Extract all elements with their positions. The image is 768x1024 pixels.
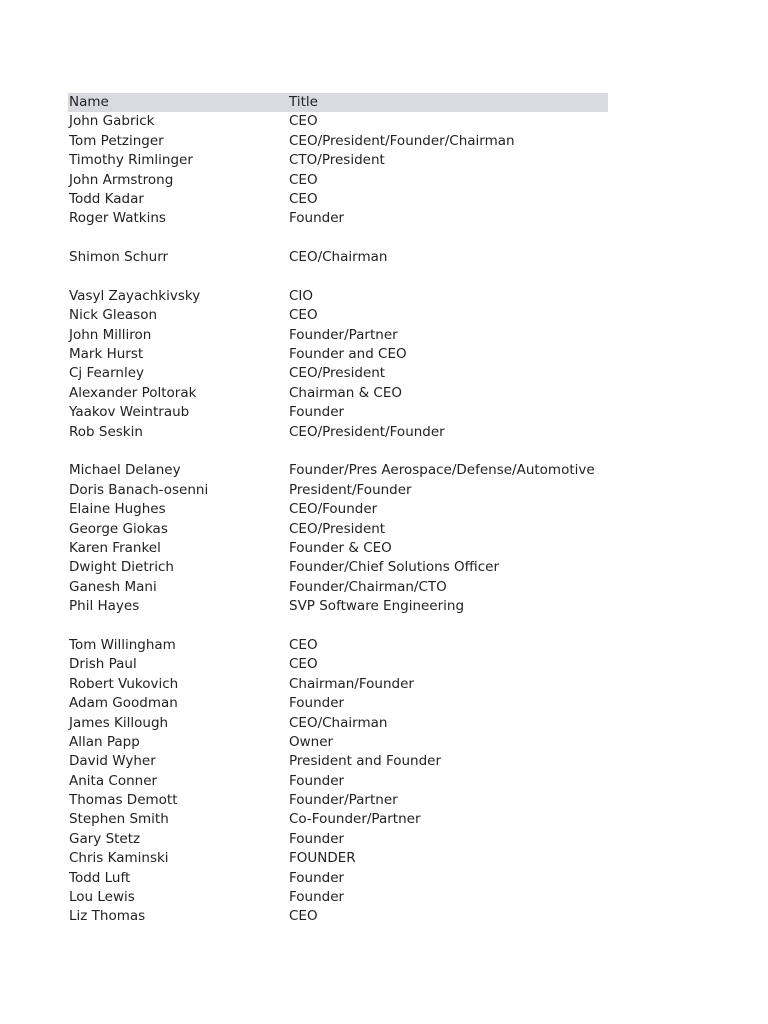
table-row bbox=[68, 112, 608, 131]
table-row bbox=[68, 558, 608, 577]
title-cell: Founder/Partner bbox=[289, 326, 398, 343]
table-row bbox=[68, 888, 608, 907]
name-cell: Vasyl Zayachkivsky bbox=[69, 287, 201, 304]
table-row bbox=[68, 287, 608, 306]
table-header-row bbox=[68, 93, 608, 112]
name-cell bbox=[68, 617, 289, 636]
table-row bbox=[68, 578, 608, 597]
table-row bbox=[68, 326, 608, 345]
table-row bbox=[68, 384, 608, 403]
table-row bbox=[68, 539, 608, 558]
table-row bbox=[68, 442, 608, 461]
table-row bbox=[68, 636, 608, 655]
table-row bbox=[68, 849, 608, 868]
name-cell: Adam Goodman bbox=[69, 695, 178, 712]
table-row bbox=[68, 694, 608, 713]
table-row bbox=[68, 248, 608, 267]
name-cell: Thomas Demott bbox=[69, 792, 178, 809]
title-cell: CEO/Chairman bbox=[289, 249, 388, 266]
table-row bbox=[68, 268, 608, 287]
title-cell: CEO/President bbox=[289, 365, 386, 382]
name-cell: Alexander Poltorak bbox=[69, 384, 197, 401]
name-cell: Liz Thomas bbox=[69, 908, 146, 925]
name-cell: Robert Vukovich bbox=[69, 675, 179, 692]
title-cell: President and Founder bbox=[289, 753, 442, 770]
title-cell: Chairman & CEO bbox=[289, 384, 402, 401]
table-row bbox=[68, 907, 608, 926]
name-cell: Cj Fearnley bbox=[69, 365, 144, 382]
name-cell: Todd Luft bbox=[69, 869, 131, 886]
name-cell: James Killough bbox=[69, 714, 169, 731]
title-cell: Owner bbox=[289, 733, 334, 750]
table-row bbox=[68, 830, 608, 849]
name-cell: Shimon Schurr bbox=[69, 249, 169, 266]
title-cell: SVP Software Engineering bbox=[289, 598, 465, 615]
table-row bbox=[68, 733, 608, 752]
title-cell: Chairman/Founder bbox=[289, 675, 414, 692]
title-cell: CEO bbox=[289, 307, 318, 324]
table-row bbox=[68, 869, 608, 888]
table-row bbox=[68, 229, 608, 248]
title-cell: CEO/President bbox=[289, 520, 386, 537]
title-cell: Founder bbox=[289, 889, 345, 906]
name-cell: Dwight Dietrich bbox=[69, 559, 174, 576]
name-cell: George Giokas bbox=[69, 520, 168, 537]
name-cell: Doris Banach-osenni bbox=[69, 481, 209, 498]
table-row bbox=[68, 461, 608, 480]
table-row bbox=[68, 364, 608, 383]
name-cell: Yaakov Weintraub bbox=[69, 404, 190, 421]
name-cell: Elaine Hughes bbox=[69, 501, 166, 518]
name-cell: Stephen Smith bbox=[69, 811, 169, 828]
table-row bbox=[68, 345, 608, 364]
title-cell: Founder/Partner bbox=[289, 792, 398, 809]
title-cell: Founder bbox=[289, 210, 345, 227]
title-cell: Founder bbox=[289, 772, 345, 789]
table-row bbox=[68, 791, 608, 810]
name-cell bbox=[68, 442, 289, 461]
name-cell: Ganesh Mani bbox=[69, 578, 157, 595]
title-cell bbox=[289, 442, 608, 461]
title-cell: CEO bbox=[289, 113, 318, 130]
name-cell bbox=[68, 268, 289, 287]
title-cell: Founder and CEO bbox=[289, 346, 407, 363]
table-row bbox=[68, 481, 608, 500]
name-cell: Tom Willingham bbox=[69, 636, 176, 653]
table-row bbox=[68, 772, 608, 791]
title-cell: CEO/President/Founder/Chairman bbox=[289, 132, 515, 149]
name-cell: Allan Papp bbox=[69, 733, 140, 750]
table-row bbox=[68, 403, 608, 422]
title-cell: CEO/Chairman bbox=[289, 714, 388, 731]
table-row bbox=[68, 500, 608, 519]
table-row bbox=[68, 423, 608, 442]
table-row bbox=[68, 714, 608, 733]
title-cell: Founder bbox=[289, 830, 345, 847]
name-cell: David Wyher bbox=[69, 753, 156, 770]
name-cell: John Milliron bbox=[69, 326, 152, 343]
name-cell: John Gabrick bbox=[69, 113, 155, 130]
title-cell: CEO bbox=[289, 171, 318, 188]
name-cell bbox=[68, 229, 289, 248]
title-cell: Founder bbox=[289, 695, 345, 712]
table-row bbox=[68, 171, 608, 190]
name-cell: Tom Petzinger bbox=[69, 132, 164, 149]
table-body bbox=[68, 112, 608, 926]
title-cell bbox=[289, 617, 608, 636]
title-cell: Founder/Chief Solutions Officer bbox=[289, 559, 499, 576]
name-cell: Roger Watkins bbox=[69, 210, 166, 227]
name-cell: Anita Conner bbox=[69, 772, 158, 789]
name-cell: Lou Lewis bbox=[69, 889, 135, 906]
table-row bbox=[68, 597, 608, 616]
name-cell: Timothy Rimlinger bbox=[69, 152, 193, 169]
name-cell: Drish Paul bbox=[69, 656, 137, 673]
title-cell: CEO bbox=[289, 636, 318, 653]
name-cell: Todd Kadar bbox=[69, 190, 144, 207]
table-row bbox=[68, 209, 608, 228]
title-cell: Founder bbox=[289, 869, 345, 886]
header-title: Title bbox=[289, 94, 318, 110]
title-cell: CEO bbox=[289, 656, 318, 673]
title-cell bbox=[289, 229, 608, 248]
title-cell: CEO/President/Founder bbox=[289, 423, 445, 440]
title-cell: CIO bbox=[289, 287, 314, 304]
table-row bbox=[68, 675, 608, 694]
header-name: Name bbox=[69, 94, 109, 110]
title-cell: CEO/Founder bbox=[289, 501, 378, 518]
title-cell: CEO bbox=[289, 190, 318, 207]
title-cell: President/Founder bbox=[289, 481, 412, 498]
name-cell: Gary Stetz bbox=[69, 830, 141, 847]
table-row bbox=[68, 190, 608, 209]
title-cell: CTO/President bbox=[289, 152, 385, 169]
title-cell: CEO bbox=[289, 908, 318, 925]
spreadsheet-table bbox=[68, 93, 608, 927]
name-cell: Phil Hayes bbox=[69, 598, 140, 615]
title-cell: FOUNDER bbox=[289, 850, 356, 867]
table-row bbox=[68, 655, 608, 674]
table-row bbox=[68, 306, 608, 325]
name-cell: Nick Gleason bbox=[69, 307, 158, 324]
table-row bbox=[68, 132, 608, 151]
title-cell: Co-Founder/Partner bbox=[289, 811, 421, 828]
table-row bbox=[68, 520, 608, 539]
title-cell: Founder/Pres Aerospace/Defense/Automotive bbox=[289, 462, 595, 479]
title-cell: Founder & CEO bbox=[289, 539, 392, 556]
table-row bbox=[68, 617, 608, 636]
table-row bbox=[68, 752, 608, 771]
name-cell: Rob Seskin bbox=[69, 423, 143, 440]
title-cell bbox=[289, 268, 608, 287]
name-cell: Michael Delaney bbox=[69, 462, 181, 479]
title-cell: Founder bbox=[289, 404, 345, 421]
name-cell: John Armstrong bbox=[69, 171, 174, 188]
table-row bbox=[68, 810, 608, 829]
title-cell: Founder/Chairman/CTO bbox=[289, 578, 447, 595]
table-row bbox=[68, 151, 608, 170]
name-cell: Mark Hurst bbox=[69, 346, 144, 363]
name-cell: Karen Frankel bbox=[69, 539, 161, 556]
name-cell: Chris Kaminski bbox=[69, 850, 169, 867]
